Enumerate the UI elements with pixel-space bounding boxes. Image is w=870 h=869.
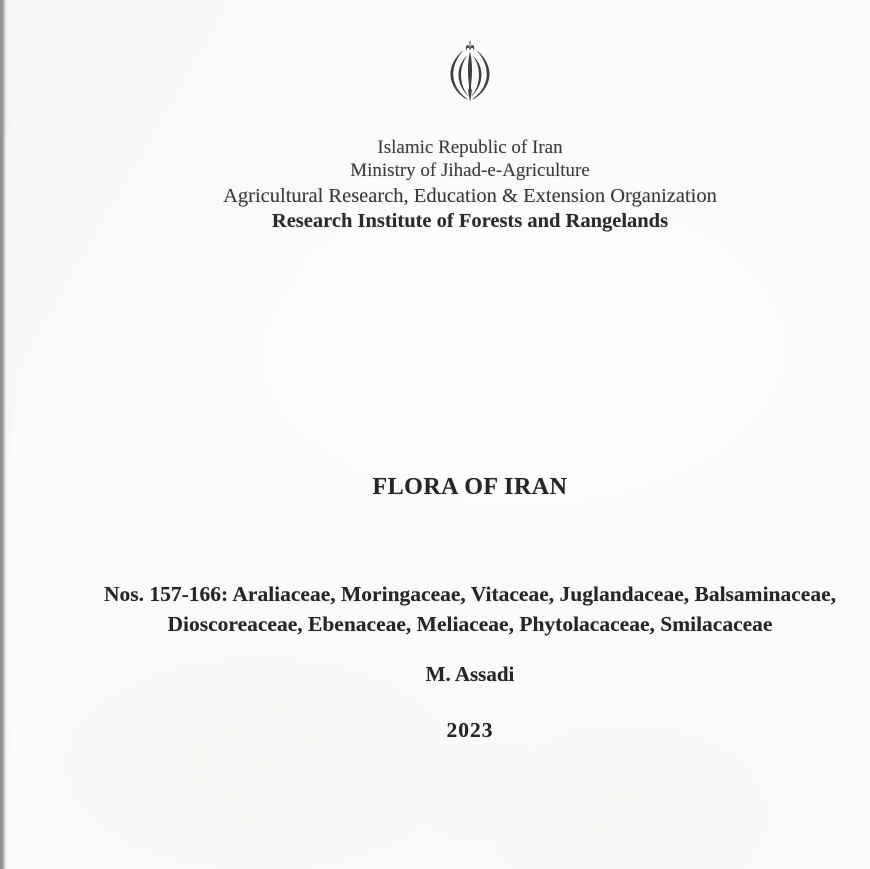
iran-emblem-icon	[441, 40, 499, 104]
header-country: Islamic Republic of Iran	[377, 137, 563, 158]
subtitle-families-line2: Dioscoreaceae, Ebenaceae, Meliaceae, Phytolacaceae, Smilacaceae	[167, 612, 773, 636]
book-title: FLORA OF IRAN	[372, 474, 568, 500]
author-name: M. Assadi	[425, 662, 515, 686]
header-organization: Agricultural Research, Education & Extension Organization	[223, 185, 717, 207]
publication-year: 2023	[446, 718, 494, 742]
subtitle-families-line1: Nos. 157-166: Araliaceae, Moringaceae, Vitaceae, Juglandaceae, Balsaminaceae,	[103, 582, 837, 606]
header-ministry: Ministry of Jihad-e-Agriculture	[350, 160, 590, 181]
header-institute: Research Institute of Forests and Rangelands	[271, 210, 669, 232]
scan-edge	[0, 0, 10, 869]
